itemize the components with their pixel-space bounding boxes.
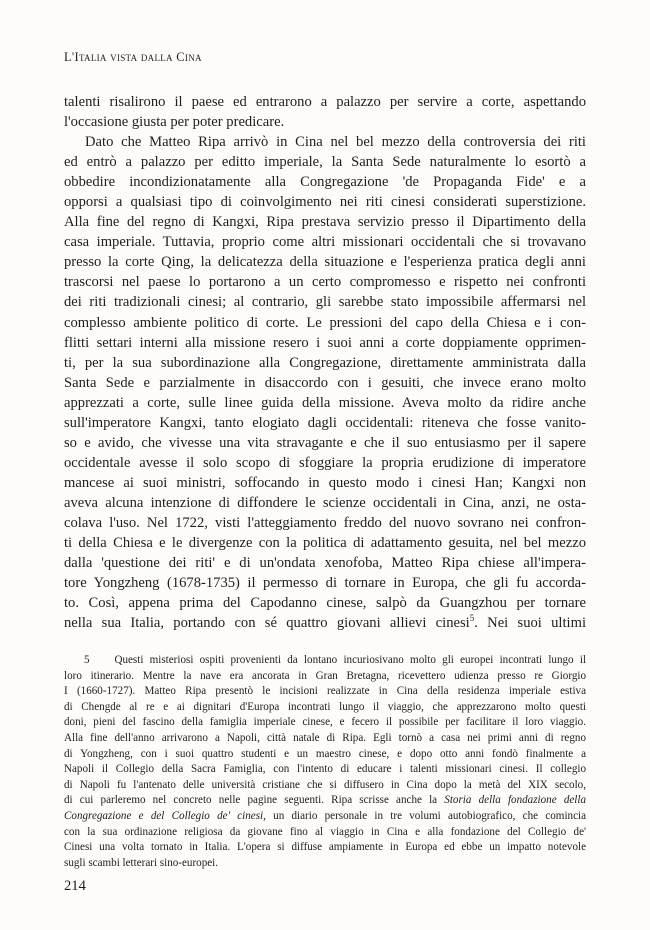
main-text	[64, 92, 586, 633]
running-head: L'Italia vista dalla Cina	[64, 50, 202, 64]
body-line: sull'imperatore Kangxi, tanto elogiato dagli occidentali: riteneva che fosse vanito-	[64, 414, 586, 431]
body-line: dei riti tradizionali cinesi; al contrario, gli sarebbe stato impossibile affermarsi nel	[64, 294, 586, 311]
body-line: obbedire incondizionatamente alla Congregazione 'de Propaganda Fide' e a	[64, 174, 586, 191]
body-line: ed entrò a palazzo per editto imperiale, la Santa Sede naturalmente lo esortò a	[64, 154, 586, 171]
footnote-line: doni, pieni del fascino della famiglia imperiale cinese, e fecero il possibile per facilitare il loro viaggio.	[64, 716, 586, 729]
footnote-line-text: , un diario personale in tre volumi autobiografico, che comincia	[263, 809, 586, 822]
body-line-with-note	[64, 613, 586, 633]
footnote-line	[64, 793, 586, 809]
footnote	[64, 653, 586, 871]
body-line-tail: . Nei suoi ultimi	[474, 615, 587, 632]
body-line: Dato che Matteo Ripa arrivò in Cina nel bel mezzo della controversia dei riti	[85, 134, 586, 151]
body-line: ti, per la sua subordinazione alla Congregazione, direttamente amministrata dalla	[64, 354, 586, 371]
footnote-reference: 5	[469, 613, 475, 624]
footnote-line: sugli scambi letterari sino-europei.	[64, 856, 219, 869]
body-line: opporsi a qualsiasi tipo di coinvolgimento nei riti cinesi considerati superstizione.	[64, 194, 586, 211]
body-line: flitti settari interni alla missione resero i suoi anni a corte doppiamente opprimen-	[64, 334, 586, 351]
footnote-line: Cinesi una volta tornato in Italia. L'opera si diffuse ampiamente in Europa ed ebbe un impatto notevole	[64, 841, 586, 854]
body-line: complesso ambiente politico di corte. Le pressioni del capo della Chiesa e i con-	[64, 314, 586, 331]
body-line: apprezzati a corte, sulle linee guida della missione. Aveva molto da ridire anche	[64, 394, 586, 411]
body-line: aveva alcuna intenzione di diffondere le scienze occidentali in Cina, anzi, ne osta-	[64, 494, 586, 511]
footnote-line: Alla fine dell'anno arrivarono a Napoli, città natale di Ripa. Egli tornò a casa nei primi anni di regno	[64, 731, 586, 744]
footnote-number: 5	[84, 654, 90, 666]
footnote-line	[64, 809, 586, 825]
body-line: dalla 'questione dei riti' e di un'ondata xenofoba, Matteo Ripa chiese all'impera-	[64, 555, 586, 572]
body-line: talenti risalirono il paese ed entrarono a palazzo per servire a corte, aspettando	[64, 94, 586, 110]
body-line: trascorsi nel paese lo portarono a un certo compromesso e rispetto nei confronti	[64, 274, 586, 291]
body-line: tore Yongzheng (1678-1735) il permesso di tornare in Europa, che gli fu accorda-	[64, 575, 586, 592]
body-line: colava l'uso. Nel 1722, visti l'atteggiamento freddo del nuovo sovrano nei confron-	[64, 514, 586, 531]
body-line: presso la corte Qing, la delicatezza della situazione e l'esperienza pratica degli anni	[64, 254, 586, 271]
body-line: casa imperiale. Tuttavia, proprio come altri missionari occidentali che si trovavano	[64, 234, 586, 251]
body-line: to. Così, appena prima del Capodanno cinese, salpò da Guangzhou per tornare	[64, 595, 586, 612]
footnote-line: di Yongzheng, con i suoi quattro studenti e un maestro cinese, e dopo otto anni fondò finalmente a	[64, 747, 586, 760]
footnote-line: di Napoli fu l'antenato delle università cristiane che si diffusero in Cina dopo la metà del XIX secolo,	[64, 778, 586, 791]
book-title: Storia della fondazione della	[444, 794, 586, 807]
footnote-line: con la sua ordinazione religiosa da giovane fino al viaggio in Cina e alla fondazione del Collegio de'	[64, 825, 586, 838]
body-line: occidentale avesse il solo scopo di sfoggiare la propria erudizione di imperatore	[64, 454, 586, 471]
body-line: mancese ai suoi ministri, soffocando in questo modo i cinesi Han; Kangxi non	[64, 474, 586, 491]
body-line: so e avido, che vivesse una vita stravagante e che il suo entusiasmo per il sapere	[64, 434, 586, 451]
footnote-line: I (1660-1727). Matteo Ripa presentò le incisioni realizzate in Cina della residenza imperiale estiva	[64, 685, 586, 698]
footnote-line: Napoli il Collegio della Sacra Famiglia, con l'intento di educare i talenti missionari cinesi. Il collegio	[64, 763, 586, 776]
body-line-text: nella sua Italia, portando con sé quattro giovani allievi cinesi	[64, 615, 470, 632]
footnote-line: di Chengde al re e ai dignitari d'Europa incontrati lungo il viaggio, che apprezzarono molto questi	[64, 700, 586, 713]
footnote-line-text: di cui parleremo nel concreto nelle pagine seguenti. Ripa scrisse anche la	[64, 794, 438, 807]
body-line: l'occasione giusta per poter predicare.	[64, 114, 285, 131]
page-number: 214	[64, 878, 86, 894]
body-line: Alla fine del regno di Kangxi, Ripa prestava servizio presso il Dipartimento della	[64, 214, 586, 231]
body-line: Santa Sede e parzialmente in disaccordo con i gesuiti, che invece erano molto	[64, 374, 586, 391]
footnote-line: loro itinerario. Mentre la nave era ancorata in Gran Bretagna, ricevettero udienza presso re Giorgio	[64, 669, 586, 682]
body-line: ti della Chiesa e le divergenze con la politica di adattamento gesuita, nel bel mezzo	[64, 535, 586, 552]
book-title: Congregazione e del Collegio de' cinesi	[64, 809, 264, 822]
footnote-line	[64, 653, 586, 669]
footnote-line-text: Questi misteriosi ospiti provenienti da lontano incuriosivano molto gli europei incontrati lungo il	[114, 654, 586, 666]
